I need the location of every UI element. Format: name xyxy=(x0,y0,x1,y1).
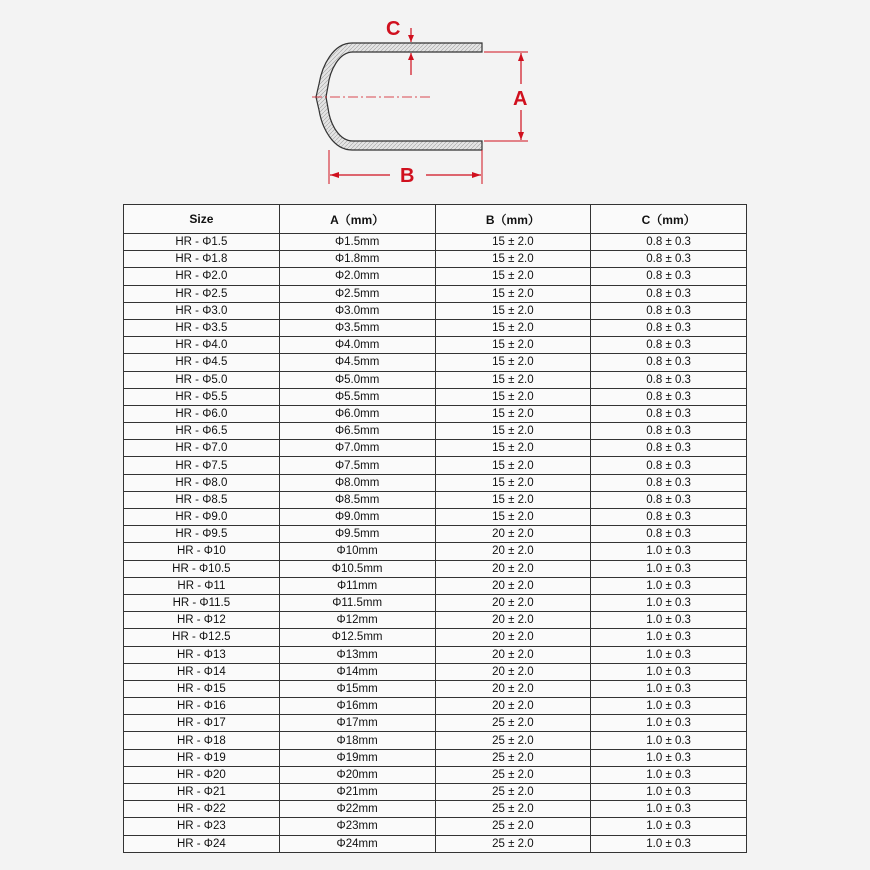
cell-b: 15 ± 2.0 xyxy=(435,285,591,302)
cell-size: HR - Φ23 xyxy=(124,818,280,835)
table-row xyxy=(124,405,747,422)
header-a: A（mm） xyxy=(279,205,435,234)
table-row xyxy=(124,457,747,474)
cell-c: 0.8 ± 0.3 xyxy=(591,509,747,526)
label-b: B xyxy=(400,165,415,187)
cell-size: HR - Φ6.5 xyxy=(124,423,280,440)
cell-c: 1.0 ± 0.3 xyxy=(591,577,747,594)
cell-size: HR - Φ3.5 xyxy=(124,319,280,336)
cell-c: 1.0 ± 0.3 xyxy=(591,784,747,801)
a-arrowhead-top xyxy=(518,53,524,61)
cell-size: HR - Φ22 xyxy=(124,801,280,818)
cell-c: 0.8 ± 0.3 xyxy=(591,474,747,491)
cell-b: 15 ± 2.0 xyxy=(435,251,591,268)
cell-size: HR - Φ19 xyxy=(124,749,280,766)
cell-a: Φ8.5mm xyxy=(279,491,435,508)
table-row xyxy=(124,509,747,526)
cell-c: 0.8 ± 0.3 xyxy=(591,268,747,285)
cell-size: HR - Φ12.5 xyxy=(124,629,280,646)
table-row xyxy=(124,784,747,801)
cell-size: HR - Φ17 xyxy=(124,715,280,732)
cell-b: 15 ± 2.0 xyxy=(435,337,591,354)
table-row xyxy=(124,388,747,405)
cell-size: HR - Φ10.5 xyxy=(124,560,280,577)
table-row xyxy=(124,543,747,560)
cell-b: 20 ± 2.0 xyxy=(435,680,591,697)
cell-b: 20 ± 2.0 xyxy=(435,577,591,594)
table-row xyxy=(124,251,747,268)
cell-c: 1.0 ± 0.3 xyxy=(591,543,747,560)
header-c: C（mm） xyxy=(591,205,747,234)
cell-c: 0.8 ± 0.3 xyxy=(591,285,747,302)
label-a: A xyxy=(513,88,528,110)
cell-size: HR - Φ9.5 xyxy=(124,526,280,543)
cell-b: 15 ± 2.0 xyxy=(435,423,591,440)
cell-a: Φ21mm xyxy=(279,784,435,801)
cell-size: HR - Φ4.5 xyxy=(124,354,280,371)
cell-c: 1.0 ± 0.3 xyxy=(591,612,747,629)
header-size: Size xyxy=(124,205,280,234)
table-row xyxy=(124,268,747,285)
cell-c: 0.8 ± 0.3 xyxy=(591,423,747,440)
cell-a: Φ3.5mm xyxy=(279,319,435,336)
cell-a: Φ2.0mm xyxy=(279,268,435,285)
cell-b: 15 ± 2.0 xyxy=(435,371,591,388)
cell-size: HR - Φ13 xyxy=(124,646,280,663)
cell-b: 15 ± 2.0 xyxy=(435,354,591,371)
cell-b: 15 ± 2.0 xyxy=(435,302,591,319)
c-arrowhead-bottom xyxy=(408,53,414,60)
cell-size: HR - Φ10 xyxy=(124,543,280,560)
table-row xyxy=(124,560,747,577)
table-row xyxy=(124,749,747,766)
cell-b: 15 ± 2.0 xyxy=(435,457,591,474)
cell-a: Φ5.5mm xyxy=(279,388,435,405)
cell-c: 1.0 ± 0.3 xyxy=(591,594,747,611)
table-row xyxy=(124,732,747,749)
table-row xyxy=(124,337,747,354)
cell-size: HR - Φ1.8 xyxy=(124,251,280,268)
cell-size: HR - Φ24 xyxy=(124,835,280,852)
cell-c: 1.0 ± 0.3 xyxy=(591,680,747,697)
table-row xyxy=(124,715,747,732)
cell-b: 20 ± 2.0 xyxy=(435,698,591,715)
cell-a: Φ17mm xyxy=(279,715,435,732)
table-row xyxy=(124,577,747,594)
b-arrowhead-right xyxy=(472,172,481,178)
table-row xyxy=(124,594,747,611)
cell-c: 1.0 ± 0.3 xyxy=(591,698,747,715)
cell-b: 25 ± 2.0 xyxy=(435,801,591,818)
table-row xyxy=(124,354,747,371)
cell-a: Φ1.8mm xyxy=(279,251,435,268)
cell-a: Φ7.5mm xyxy=(279,457,435,474)
cell-c: 0.8 ± 0.3 xyxy=(591,440,747,457)
cell-size: HR - Φ2.0 xyxy=(124,268,280,285)
cell-a: Φ19mm xyxy=(279,749,435,766)
cell-size: HR - Φ14 xyxy=(124,663,280,680)
cell-b: 15 ± 2.0 xyxy=(435,268,591,285)
cap-cross-section xyxy=(316,43,482,150)
cell-size: HR - Φ7.0 xyxy=(124,440,280,457)
cell-a: Φ23mm xyxy=(279,818,435,835)
cell-b: 25 ± 2.0 xyxy=(435,749,591,766)
cell-b: 20 ± 2.0 xyxy=(435,646,591,663)
cell-a: Φ11.5mm xyxy=(279,594,435,611)
table-row xyxy=(124,371,747,388)
table-row xyxy=(124,423,747,440)
cell-c: 1.0 ± 0.3 xyxy=(591,766,747,783)
cell-b: 20 ± 2.0 xyxy=(435,560,591,577)
cell-size: HR - Φ18 xyxy=(124,732,280,749)
cell-size: HR - Φ9.0 xyxy=(124,509,280,526)
cell-a: Φ6.0mm xyxy=(279,405,435,422)
cell-a: Φ18mm xyxy=(279,732,435,749)
table-row xyxy=(124,766,747,783)
cell-b: 15 ± 2.0 xyxy=(435,405,591,422)
cell-c: 0.8 ± 0.3 xyxy=(591,234,747,251)
cell-a: Φ8.0mm xyxy=(279,474,435,491)
table-row xyxy=(124,526,747,543)
b-arrowhead-left xyxy=(330,172,339,178)
cell-c: 1.0 ± 0.3 xyxy=(591,715,747,732)
table-row xyxy=(124,680,747,697)
table-row xyxy=(124,818,747,835)
cell-c: 0.8 ± 0.3 xyxy=(591,491,747,508)
cell-b: 20 ± 2.0 xyxy=(435,612,591,629)
cell-size: HR - Φ8.5 xyxy=(124,491,280,508)
cell-size: HR - Φ16 xyxy=(124,698,280,715)
cell-size: HR - Φ5.5 xyxy=(124,388,280,405)
table-row xyxy=(124,234,747,251)
a-arrowhead-bottom xyxy=(518,132,524,140)
cell-c: 1.0 ± 0.3 xyxy=(591,663,747,680)
table-row xyxy=(124,302,747,319)
cell-size: HR - Φ8.0 xyxy=(124,474,280,491)
cell-b: 25 ± 2.0 xyxy=(435,835,591,852)
cell-size: HR - Φ1.5 xyxy=(124,234,280,251)
cell-b: 25 ± 2.0 xyxy=(435,732,591,749)
table-row xyxy=(124,629,747,646)
table-row xyxy=(124,319,747,336)
cell-c: 1.0 ± 0.3 xyxy=(591,749,747,766)
cell-a: Φ9.5mm xyxy=(279,526,435,543)
cell-a: Φ3.0mm xyxy=(279,302,435,319)
cell-c: 1.0 ± 0.3 xyxy=(591,835,747,852)
cell-a: Φ16mm xyxy=(279,698,435,715)
cell-b: 25 ± 2.0 xyxy=(435,818,591,835)
cell-a: Φ2.5mm xyxy=(279,285,435,302)
cell-a: Φ6.5mm xyxy=(279,423,435,440)
cell-b: 20 ± 2.0 xyxy=(435,543,591,560)
cell-c: 1.0 ± 0.3 xyxy=(591,629,747,646)
cell-size: HR - Φ7.5 xyxy=(124,457,280,474)
cell-c: 0.8 ± 0.3 xyxy=(591,251,747,268)
cell-c: 1.0 ± 0.3 xyxy=(591,801,747,818)
cap-dimension-diagram xyxy=(0,0,870,200)
cell-c: 1.0 ± 0.3 xyxy=(591,560,747,577)
cell-b: 15 ± 2.0 xyxy=(435,388,591,405)
cell-a: Φ24mm xyxy=(279,835,435,852)
cell-size: HR - Φ20 xyxy=(124,766,280,783)
cell-c: 1.0 ± 0.3 xyxy=(591,646,747,663)
cell-c: 0.8 ± 0.3 xyxy=(591,457,747,474)
cell-a: Φ22mm xyxy=(279,801,435,818)
cell-b: 20 ± 2.0 xyxy=(435,663,591,680)
cell-a: Φ10.5mm xyxy=(279,560,435,577)
cell-size: HR - Φ11 xyxy=(124,577,280,594)
cell-c: 0.8 ± 0.3 xyxy=(591,302,747,319)
cell-a: Φ15mm xyxy=(279,680,435,697)
table-row xyxy=(124,474,747,491)
table-header-row xyxy=(124,205,747,234)
cell-c: 0.8 ± 0.3 xyxy=(591,405,747,422)
cell-a: Φ4.0mm xyxy=(279,337,435,354)
cell-c: 0.8 ± 0.3 xyxy=(591,371,747,388)
table-row xyxy=(124,835,747,852)
cell-b: 20 ± 2.0 xyxy=(435,594,591,611)
cell-a: Φ9.0mm xyxy=(279,509,435,526)
table-row xyxy=(124,491,747,508)
table-row xyxy=(124,285,747,302)
table-row xyxy=(124,698,747,715)
cell-c: 0.8 ± 0.3 xyxy=(591,354,747,371)
cell-b: 15 ± 2.0 xyxy=(435,474,591,491)
cell-a: Φ11mm xyxy=(279,577,435,594)
table-body xyxy=(124,234,747,853)
cell-a: Φ1.5mm xyxy=(279,234,435,251)
cell-c: 0.8 ± 0.3 xyxy=(591,337,747,354)
specification-table xyxy=(123,204,747,853)
cell-size: HR - Φ3.0 xyxy=(124,302,280,319)
cell-a: Φ5.0mm xyxy=(279,371,435,388)
cell-size: HR - Φ6.0 xyxy=(124,405,280,422)
cell-a: Φ7.0mm xyxy=(279,440,435,457)
cell-a: Φ13mm xyxy=(279,646,435,663)
cell-a: Φ12mm xyxy=(279,612,435,629)
cell-c: 1.0 ± 0.3 xyxy=(591,732,747,749)
label-c: C xyxy=(386,18,401,40)
cell-b: 15 ± 2.0 xyxy=(435,491,591,508)
table-row xyxy=(124,801,747,818)
table-row xyxy=(124,612,747,629)
table-row xyxy=(124,663,747,680)
cell-a: Φ14mm xyxy=(279,663,435,680)
cell-c: 1.0 ± 0.3 xyxy=(591,818,747,835)
cell-b: 15 ± 2.0 xyxy=(435,234,591,251)
cell-b: 15 ± 2.0 xyxy=(435,509,591,526)
cell-a: Φ20mm xyxy=(279,766,435,783)
cell-a: Φ10mm xyxy=(279,543,435,560)
header-b: B（mm） xyxy=(435,205,591,234)
cell-size: HR - Φ12 xyxy=(124,612,280,629)
cell-b: 20 ± 2.0 xyxy=(435,526,591,543)
cell-c: 0.8 ± 0.3 xyxy=(591,388,747,405)
cell-b: 25 ± 2.0 xyxy=(435,784,591,801)
cell-size: HR - Φ11.5 xyxy=(124,594,280,611)
cell-size: HR - Φ2.5 xyxy=(124,285,280,302)
cell-b: 15 ± 2.0 xyxy=(435,440,591,457)
cell-size: HR - Φ5.0 xyxy=(124,371,280,388)
cell-size: HR - Φ15 xyxy=(124,680,280,697)
cell-c: 0.8 ± 0.3 xyxy=(591,319,747,336)
table-row xyxy=(124,440,747,457)
table-row xyxy=(124,646,747,663)
cell-b: 20 ± 2.0 xyxy=(435,629,591,646)
cell-a: Φ12.5mm xyxy=(279,629,435,646)
cell-size: HR - Φ4.0 xyxy=(124,337,280,354)
cell-b: 25 ± 2.0 xyxy=(435,715,591,732)
cell-size: HR - Φ21 xyxy=(124,784,280,801)
cell-a: Φ4.5mm xyxy=(279,354,435,371)
cell-c: 0.8 ± 0.3 xyxy=(591,526,747,543)
cell-b: 15 ± 2.0 xyxy=(435,319,591,336)
c-arrowhead-top xyxy=(408,35,414,42)
cell-b: 25 ± 2.0 xyxy=(435,766,591,783)
